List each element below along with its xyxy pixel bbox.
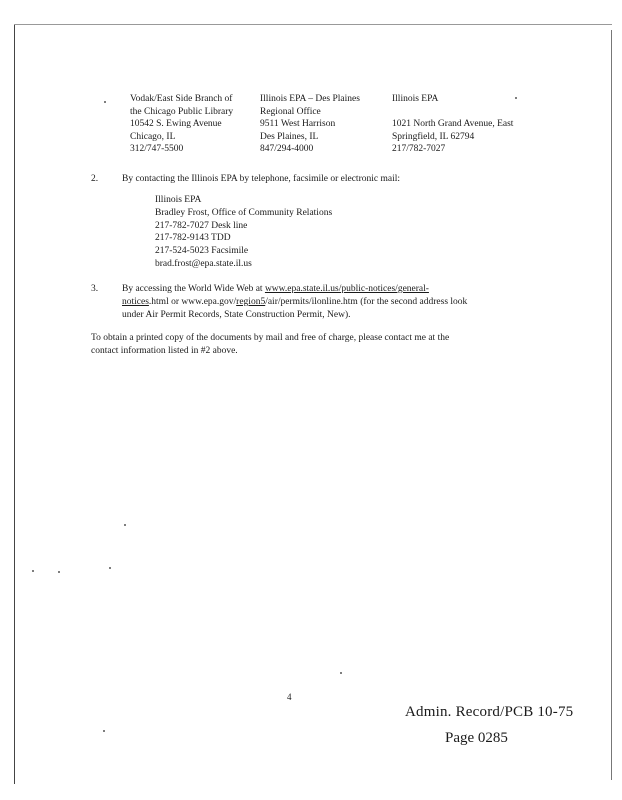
- library-line: 10542 S. Ewing Avenue: [130, 119, 222, 130]
- springfield-line: 1021 North Grand Avenue, East: [392, 119, 514, 130]
- scan-speck: [515, 97, 517, 99]
- scan-speck: [109, 567, 111, 569]
- springfield-line: Springfield, IL 62794: [392, 131, 475, 142]
- admin-record-stamp: Admin. Record/PCB 10-75: [405, 704, 574, 720]
- closing-paragraph: [91, 332, 449, 358]
- page-stamp: Page 0285: [445, 730, 508, 746]
- scan-speck: [58, 571, 60, 573]
- item-3-suffix: (for the second address look: [357, 297, 468, 307]
- scan-speck: [124, 524, 126, 526]
- contact-block: [155, 194, 332, 271]
- des-plaines-line: Des Plaines, IL: [260, 131, 319, 142]
- scan-speck: [104, 101, 106, 103]
- des-plaines-line: Illinois EPA – Des Plaines: [260, 94, 360, 104]
- contact-fax: 217-524-5023 Facsimile: [155, 246, 249, 257]
- library-line: the Chicago Public Library: [130, 106, 234, 117]
- location-des-plaines: [260, 93, 360, 156]
- location-springfield: [392, 93, 513, 156]
- epa-region5-link[interactable]: region5: [236, 297, 266, 307]
- contact-email: brad.frost@epa.state.il.us: [155, 258, 252, 269]
- des-plaines-line: 9511 West Harrison: [260, 119, 336, 130]
- scan-speck: [32, 570, 34, 572]
- scan-edge-left: [14, 24, 15, 784]
- item-2-text: By contacting the Illinois EPA by telephone, facsimile or electronic mail:: [122, 174, 400, 184]
- page-number: 4: [287, 692, 292, 702]
- springfield-line: [392, 106, 513, 119]
- item-2-number: 2.: [91, 174, 99, 184]
- closing-line-1: To obtain a printed copy of the documents by mail and free of charge, please contact me at the: [91, 333, 450, 343]
- closing-line-2: contact information listed in #2 above.: [91, 346, 238, 356]
- item-3-paragraph: [122, 283, 522, 322]
- scan-speck: [103, 730, 105, 732]
- library-line: Vodak/East Side Branch of: [130, 94, 233, 104]
- scan-edge-right: [611, 30, 612, 780]
- library-line: 312/747-5500: [130, 144, 184, 155]
- item-3-prefix: By accessing the World Wide Web at: [122, 284, 265, 294]
- contact-tdd: 217-782-9143 TDD: [155, 233, 231, 244]
- epa-region5-path: /air/permits/ilonline.htm: [265, 297, 358, 307]
- item-3-middle: .html or www.epa.gov/: [148, 297, 237, 307]
- library-line: Chicago, IL: [130, 131, 176, 142]
- scan-edge-top: [14, 24, 612, 25]
- des-plaines-line: 847/294-4000: [260, 144, 314, 155]
- item-3-number: 3.: [91, 284, 99, 294]
- item-3-line3: under Air Permit Records, State Construction Permit, New).: [122, 310, 351, 320]
- contact-person: Bradley Frost, Office of Community Relations: [155, 207, 333, 218]
- contact-desk-line: 217-782-7027 Desk line: [155, 220, 248, 231]
- contact-org: Illinois EPA: [155, 195, 202, 205]
- epa-illinois-link-continued[interactable]: notices: [122, 297, 149, 307]
- des-plaines-line: Regional Office: [260, 106, 321, 117]
- location-library: [130, 93, 233, 156]
- scan-speck: [340, 672, 342, 674]
- epa-illinois-link[interactable]: www.epa.state.il.us/public-notices/general-: [264, 284, 429, 294]
- springfield-line: Illinois EPA: [392, 94, 439, 104]
- springfield-line: 217/782-7027: [392, 144, 446, 155]
